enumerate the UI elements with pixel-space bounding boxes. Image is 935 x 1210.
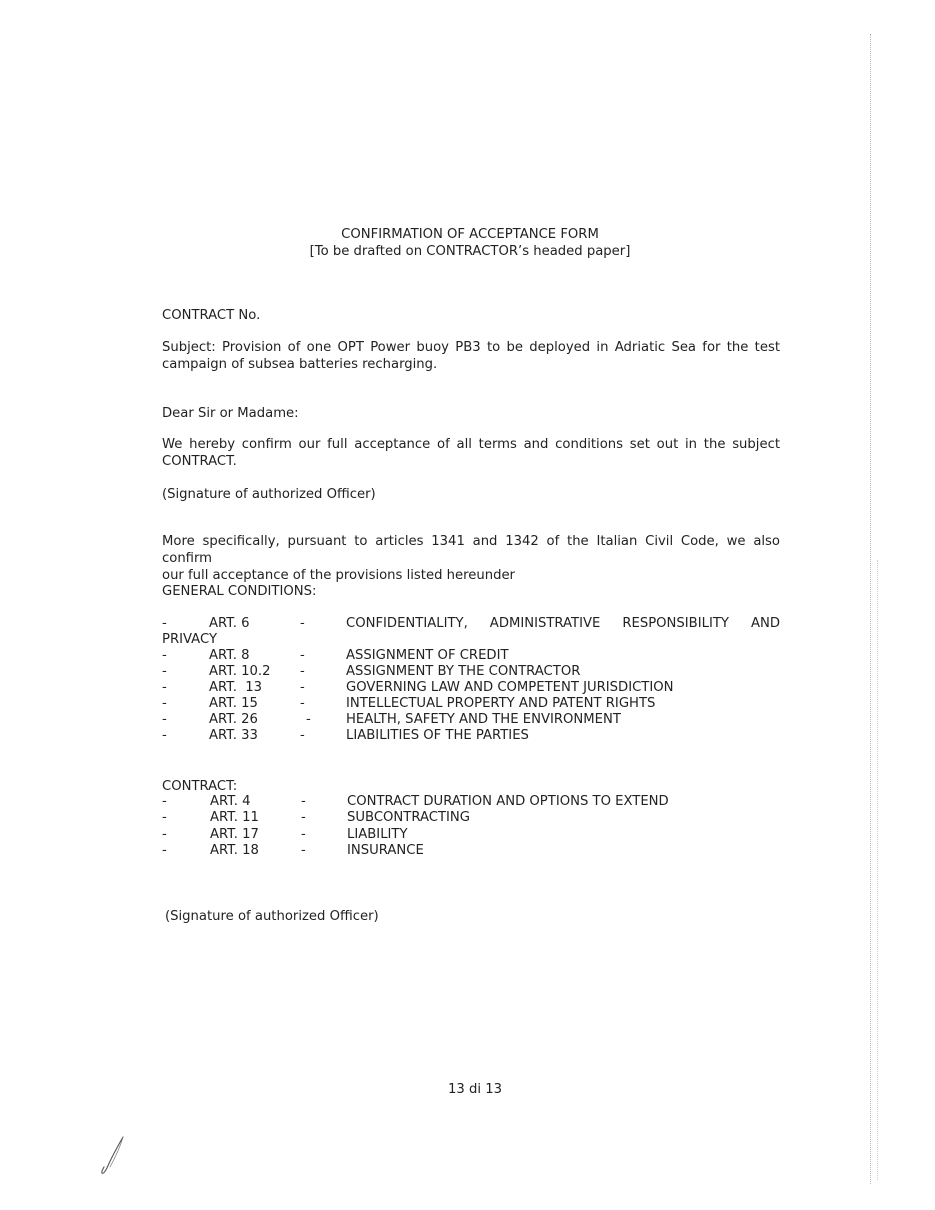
article-number: ART. 26 — [209, 712, 258, 727]
list-dash: - — [162, 794, 167, 809]
article-row — [162, 809, 782, 826]
specific-line-2: our full acceptance of the provisions listed hereunder — [162, 568, 515, 583]
article-title-word: ADMINISTRATIVE — [489, 616, 601, 631]
article-title-word: CONFIDENTIALITY, — [346, 616, 468, 631]
article-row — [162, 663, 782, 680]
list-dash: - — [162, 827, 167, 842]
article-title: INTELLECTUAL PROPERTY AND PATENT RIGHTS — [346, 696, 656, 711]
article-number: ART. 10.2 — [209, 664, 271, 679]
list-dash: - — [162, 712, 167, 727]
article-row — [162, 695, 782, 712]
list-dash: - — [162, 696, 167, 711]
list-dash: - — [300, 680, 305, 695]
list-dash: - — [300, 648, 305, 663]
article-row — [162, 793, 782, 810]
article-title: LIABILITY — [347, 827, 408, 842]
scan-edge-line — [870, 34, 871, 1184]
article-row — [162, 615, 782, 632]
list-dash: - — [301, 810, 306, 825]
confirmation-line-2: CONTRACT. — [162, 454, 237, 469]
subject-line-1: Subject: Provision of one OPT Power buoy PB3 to be deployed in Adriatic Sea for the test — [162, 340, 780, 355]
list-dash: - — [162, 616, 167, 631]
list-dash: - — [300, 664, 305, 679]
form-subtitle: [To be drafted on CONTRACTOR’s headed paper] — [309, 244, 631, 259]
salutation: Dear Sir or Madame: — [162, 406, 299, 421]
form-header — [250, 226, 690, 260]
article-title — [346, 615, 780, 632]
list-dash: - — [162, 728, 167, 743]
list-dash: - — [301, 843, 306, 858]
list-dash: - — [162, 843, 167, 858]
article-row — [162, 679, 782, 696]
specific-paragraph — [162, 533, 780, 584]
article-title-word: AND — [750, 616, 780, 631]
confirmation-paragraph — [162, 436, 780, 470]
article-title: SUBCONTRACTING — [347, 810, 471, 825]
article-title: LIABILITIES OF THE PARTIES — [346, 728, 529, 743]
article-number: ART. 8 — [209, 648, 250, 663]
article-title: CONTRACT DURATION AND OPTIONS TO EXTEND — [347, 794, 669, 809]
article-row — [162, 647, 782, 664]
specific-line-1: More specifically, pursuant to articles 1341 and 1342 of the Italian Civil Code, we also confirm — [162, 534, 780, 566]
article-row — [162, 842, 782, 859]
article-number: ART. 15 — [209, 696, 258, 711]
subject-line-2: campaign of subsea batteries recharging. — [162, 357, 438, 372]
page-number: 13 di 13 — [448, 1082, 502, 1097]
signature-placeholder-1: (Signature of authorized Officer) — [162, 487, 376, 502]
list-dash: - — [300, 696, 305, 711]
article-number: ART. 4 — [210, 794, 251, 809]
form-title: CONFIRMATION OF ACCEPTANCE FORM — [341, 227, 599, 242]
list-dash: - — [162, 648, 167, 663]
article-title: HEALTH, SAFETY AND THE ENVIRONMENT — [346, 712, 621, 727]
list-dash: - — [300, 616, 305, 631]
pen-stroke-mark — [96, 1134, 130, 1176]
article-title: INSURANCE — [347, 843, 424, 858]
subject-paragraph — [162, 339, 780, 373]
scan-edge-line-faint — [877, 560, 878, 1180]
contract-section-heading: CONTRACT: — [162, 779, 238, 794]
confirmation-line-1: We hereby confirm our full acceptance of all terms and conditions set out in the subject — [162, 437, 780, 452]
article-row — [162, 727, 782, 744]
list-dash: - — [300, 728, 305, 743]
article-title: ASSIGNMENT BY THE CONTRACTOR — [346, 664, 581, 679]
contract-number-label: CONTRACT No. — [162, 308, 261, 323]
article-number: ART. 18 — [210, 843, 259, 858]
signature-placeholder-2: (Signature of authorized Officer) — [165, 909, 379, 924]
article-title-word: RESPONSIBILITY — [622, 616, 729, 631]
article-title: GOVERNING LAW AND COMPETENT JURISDICTION — [346, 680, 674, 695]
list-dash: - — [162, 680, 167, 695]
article-row — [162, 711, 782, 728]
general-conditions-heading: GENERAL CONDITIONS: — [162, 584, 317, 599]
list-dash: - — [306, 712, 311, 727]
article-title-continuation: PRIVACY — [162, 632, 218, 647]
list-dash: - — [162, 810, 167, 825]
article-row — [162, 826, 782, 843]
article-number: ART. 11 — [210, 810, 259, 825]
article-title: ASSIGNMENT OF CREDIT — [346, 648, 509, 663]
article-number: ART. 13 — [209, 680, 263, 695]
article-number: ART. 17 — [210, 827, 259, 842]
list-dash: - — [162, 664, 167, 679]
list-dash: - — [301, 827, 306, 842]
list-dash: - — [301, 794, 306, 809]
article-number: ART. 33 — [209, 728, 258, 743]
article-number: ART. 6 — [209, 616, 250, 631]
